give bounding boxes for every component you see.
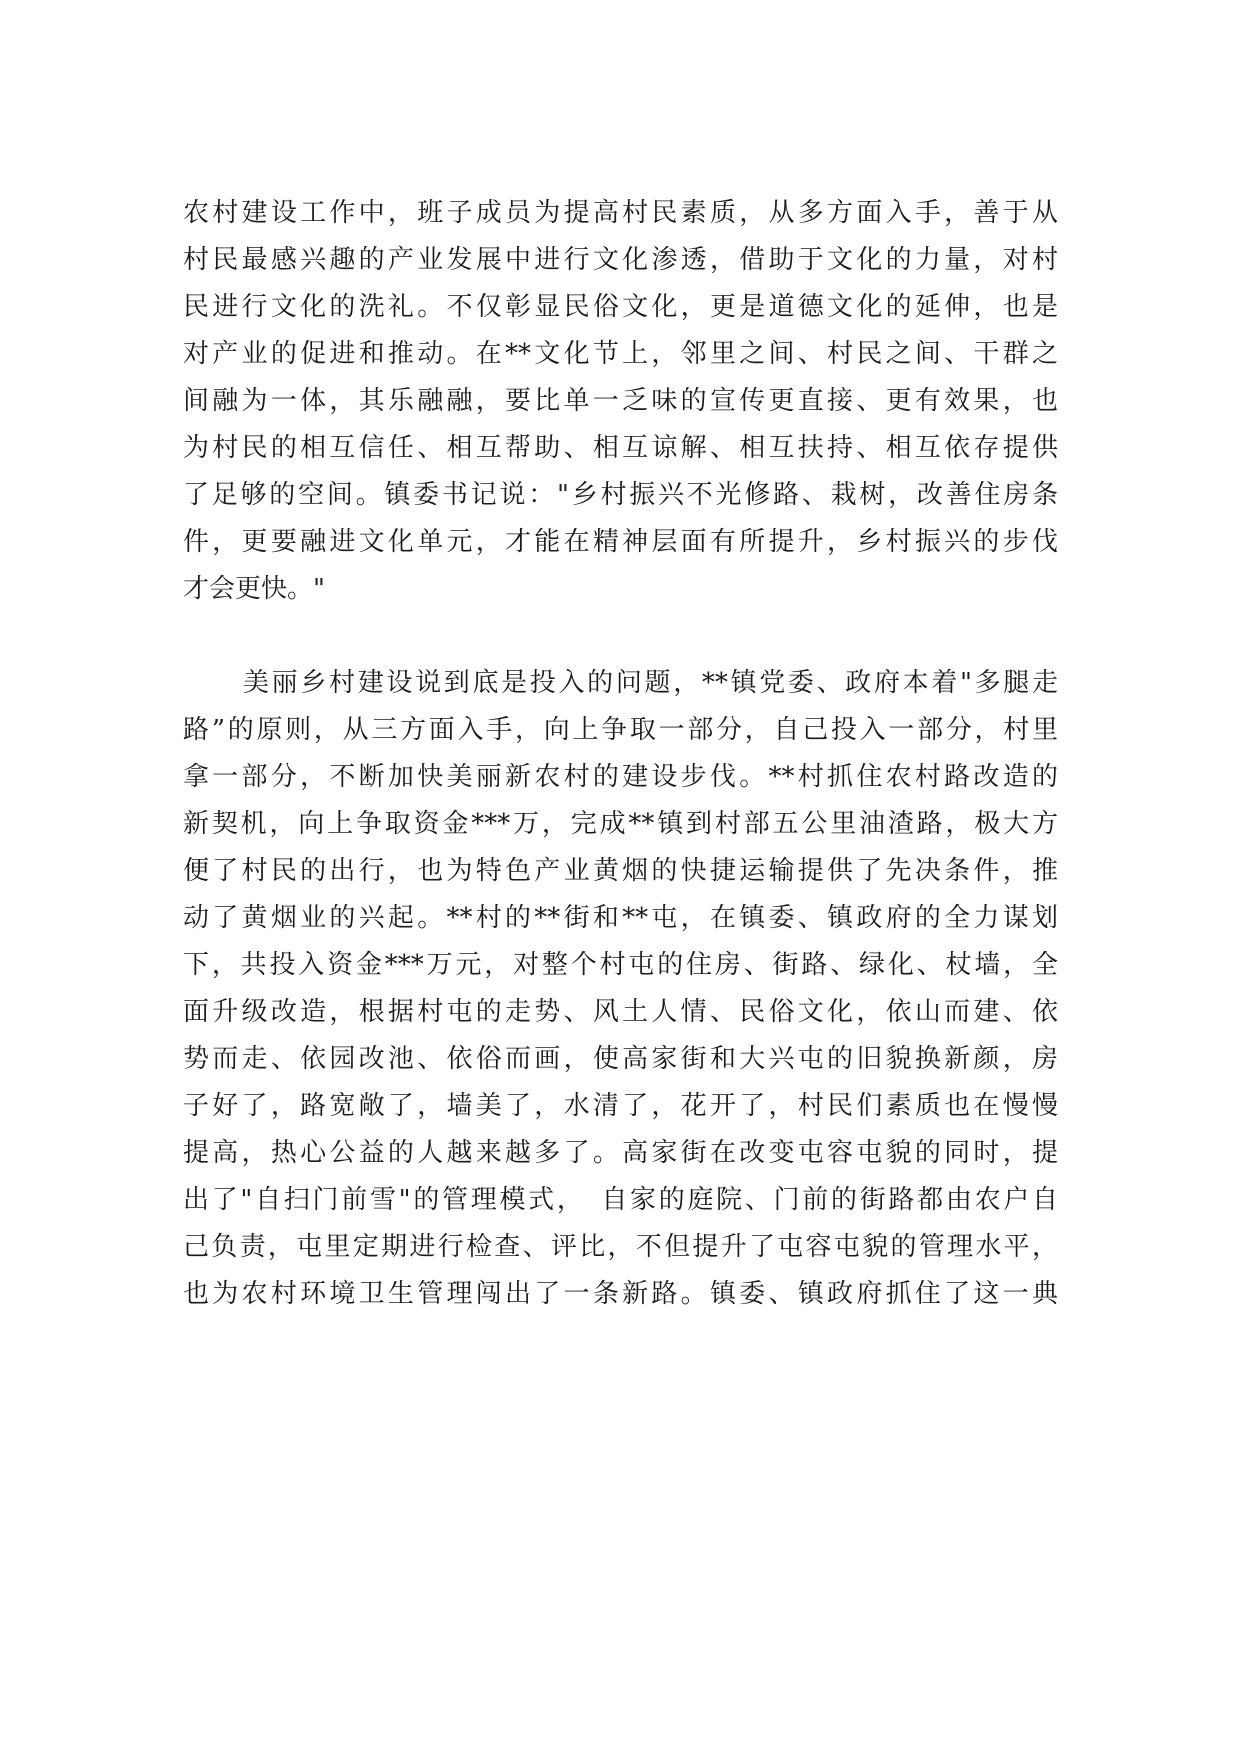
text-line: 才会更快。" [183, 574, 325, 604]
text-line: 出了"自扫门前雪"的管理模式， 自家的庭院、门前的街路都由农户自 [183, 1185, 1058, 1215]
text-line: 势而走、依园改池、依俗而画，使高家街和大兴屯的旧貌换新颜，房 [183, 1044, 1058, 1074]
text-line: 村民最感兴趣的产业发展中进行文化渗透，借助于文化的力量，对村 [183, 245, 1058, 275]
text-line: 为村民的相互信任、相互帮助、相互谅解、相互扶持、相互依存提供 [183, 433, 1058, 463]
text-line: 新契机，向上争取资金***万，完成**镇到村部五公里油渣路，极大方 [183, 809, 1058, 839]
text-line: 提高，热心公益的人越来越多了。高家街在改变屯容屯貌的同时，提 [183, 1138, 1058, 1168]
paragraph-2 [183, 660, 1058, 1318]
text-line: 件，更要融进文化单元，才能在精神层面有所提升，乡村振兴的步伐 [183, 527, 1058, 557]
text-line: 农村建设工作中，班子成员为提高村民素质，从多方面入手，善于从 [183, 198, 1058, 228]
text-line: 己负责，屯里定期进行检查、评比，不但提升了屯容屯貌的管理水平， [183, 1232, 1058, 1262]
text-line: 面升级改造，根据村屯的走势、风土人情、民俗文化，依山而建、依 [183, 997, 1058, 1027]
paragraph-1 [183, 190, 1058, 613]
text-line: 路”的原则，从三方面入手，向上争取一部分，自己投入一部分，村里 [183, 715, 1058, 745]
text-line: 子好了，路宽敞了，墙美了，水清了，花开了，村民们素质也在慢慢 [183, 1091, 1058, 1121]
text-line: 了足够的空间。镇委书记说："乡村振兴不光修路、栽树，改善住房条 [183, 480, 1058, 510]
text-line: 下，共投入资金***万元，对整个村屯的住房、街路、绿化、杖墙，全 [183, 950, 1058, 980]
text-line: 间融为一体，其乐融融，要比单一乏味的宣传更直接、更有效果，也 [183, 386, 1058, 416]
text-line: 对产业的促进和推动。在**文化节上，邻里之间、村民之间、干群之 [183, 339, 1058, 369]
text-line: 也为农村环境卫生管理闯出了一条新路。镇委、镇政府抓住了这一典 [183, 1279, 1058, 1309]
text-line: 便了村民的出行，也为特色产业黄烟的快捷运输提供了先决条件，推 [183, 856, 1058, 886]
text-line: 拿一部分，不断加快美丽新农村的建设步伐。**村抓住农村路改造的 [183, 762, 1058, 792]
document-body [183, 190, 1058, 1318]
text-line: 动了黄烟业的兴起。**村的**街和**屯，在镇委、镇政府的全力谋划 [183, 903, 1058, 933]
text-line: 民进行文化的洗礼。不仅彰显民俗文化，更是道德文化的延伸，也是 [183, 292, 1058, 322]
paragraph-spacer [183, 613, 1058, 660]
text-line: 美丽乡村建设说到底是投入的问题，**镇党委、政府本着"多腿走 [243, 668, 1058, 698]
